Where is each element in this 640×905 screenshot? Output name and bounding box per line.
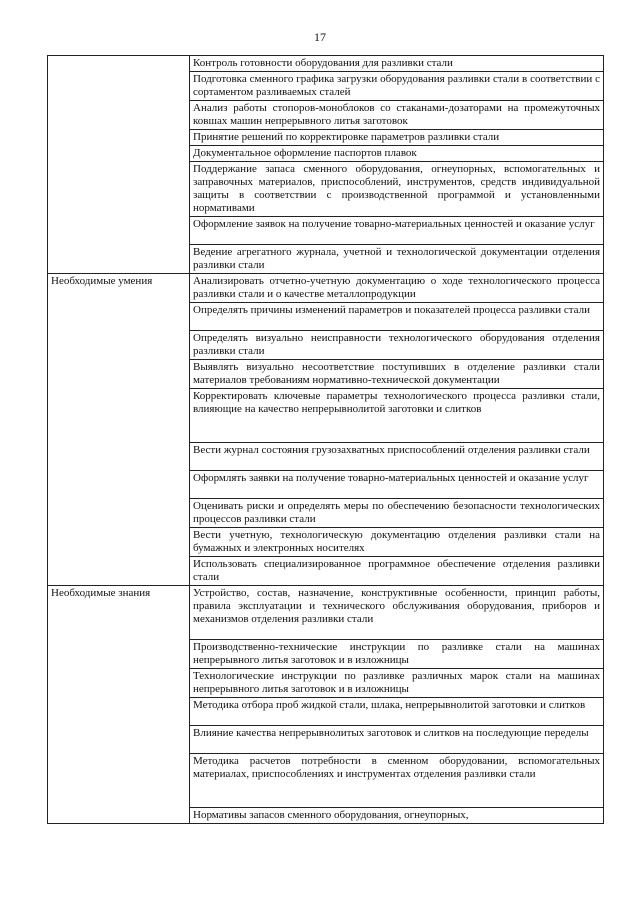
list-item: Использовать специализированное программное обеспечение отделения разливки стали xyxy=(190,557,604,586)
list-item: Документальное оформление паспортов плавок xyxy=(190,146,604,162)
list-item: Определять визуально неисправности технологического оборудования отделения разливки стали xyxy=(190,331,604,360)
section-label xyxy=(48,56,190,274)
list-item: Определять причины изменений параметров и показателей процесса разливки стали xyxy=(190,303,604,331)
list-item: Корректировать ключевые параметры технологического процесса разливки стали, влияющие на качество непрерывнолитой заготовки и слитков xyxy=(190,389,604,443)
table-row xyxy=(48,586,604,640)
list-item: Влияние качества непрерывнолитых заготовок и слитков на последующие переделы xyxy=(190,726,604,754)
list-item: Подготовка сменного графика загрузки оборудования разливки стали в соответствии с сортаментом разливаемых сталей xyxy=(190,72,604,101)
list-item: Анализ работы стопоров-моноблоков со стаканами-дозаторами на промежуточных ковшах машин непрерывного литья заготовок xyxy=(190,101,604,130)
list-item: Вести журнал состояния грузозахватных приспособлений отделения разливки стали xyxy=(190,443,604,471)
list-item: Методика отбора проб жидкой стали, шлака, непрерывнолитой заготовки и слитков xyxy=(190,698,604,726)
list-item: Нормативы запасов сменного оборудования, огнеупорных, xyxy=(190,808,604,824)
list-item: Принятие решений по корректировке параметров разливки стали xyxy=(190,130,604,146)
list-item: Оформлять заявки на получение товарно-материальных ценностей и оказание услуг xyxy=(190,471,604,499)
table-row xyxy=(48,56,604,72)
list-item: Устройство, состав, назначение, конструктивные особенности, принцип работы, правила эксплуатации и технического обслуживания оборудования, приборов и механизмов отделения разливки стали xyxy=(190,586,604,640)
table-row xyxy=(48,274,604,303)
page-number: 17 xyxy=(314,30,326,44)
list-item: Контроль готовности оборудования для разливки стали xyxy=(190,56,604,72)
section-label-knowledge: Необходимые знания xyxy=(48,586,190,824)
list-item: Оценивать риски и определять меры по обеспечению безопасности технологических процессов разливки стали xyxy=(190,499,604,528)
list-item: Анализировать отчетно-учетную документацию о ходе технологического процесса разливки стали и о качестве металлопродукции xyxy=(190,274,604,303)
list-item: Поддержание запаса сменного оборудования, огнеупорных, вспомогательных и заправочных материалов, приспособлений, инструментов, средств индивидуальной защиты в соответствии с производственной программой и установленными нормативами xyxy=(190,162,604,217)
list-item: Ведение агрегатного журнала, учетной и технологической документации отделения разливки стали xyxy=(190,245,604,274)
list-item: Производственно-технические инструкции по разливке стали на машинах непрерывного литья заготовок и в изложницы xyxy=(190,640,604,669)
list-item: Вести учетную, технологическую документацию отделения разливки стали на бумажных и электронных носителях xyxy=(190,528,604,557)
requirements-table xyxy=(47,55,604,824)
list-item: Технологические инструкции по разливке различных марок стали на машинах непрерывного литья заготовок и в изложницы xyxy=(190,669,604,698)
section-label-skills: Необходимые умения xyxy=(48,274,190,586)
list-item: Оформление заявок на получение товарно-материальных ценностей и оказание услуг xyxy=(190,217,604,245)
list-item: Выявлять визуально несоответствие поступивших в отделение разливки стали материалов требованиям нормативно-технической документации xyxy=(190,360,604,389)
list-item: Методика расчетов потребности в сменном оборудовании, вспомогательных материалах, приспособлениях и инструментах отделения разливки стали xyxy=(190,754,604,808)
